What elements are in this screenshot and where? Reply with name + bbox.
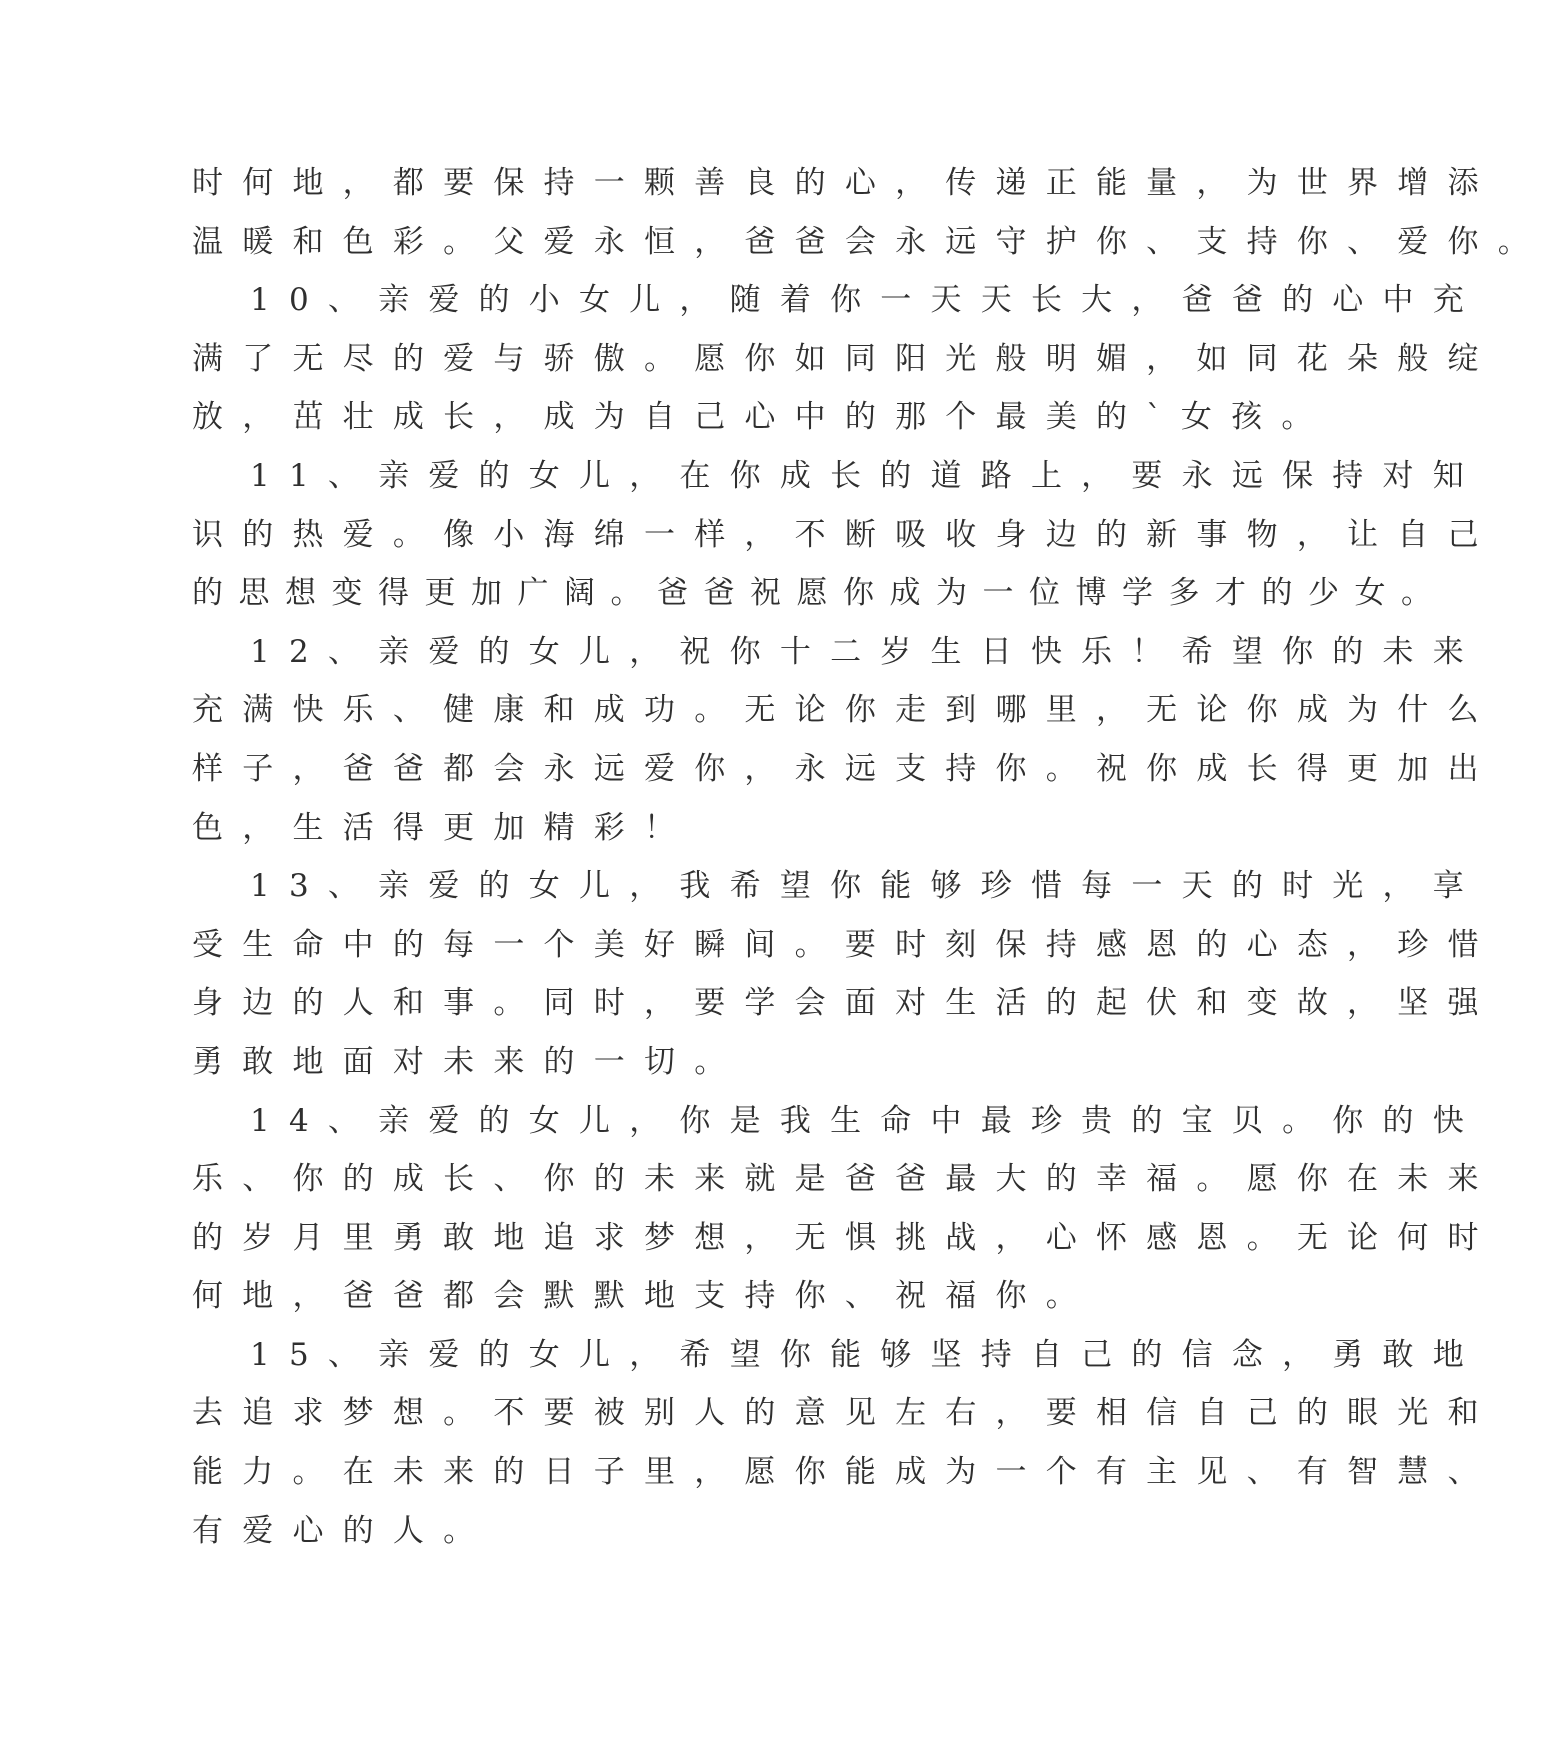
- text-line: 能力。在未来的日子里，愿你能成为一个有主见、有智慧、: [192, 1454, 1498, 1491]
- text-line: 身边的人和事。同时，要学会面对生活的起伏和变故，坚强: [192, 985, 1498, 1022]
- text-line: 乐、你的成长、你的未来就是爸爸最大的幸福。愿你在未来: [192, 1161, 1498, 1198]
- text-line: 的岁月里勇敢地追求梦想，无惧挑战，心怀感恩。无论何时: [192, 1219, 1498, 1256]
- text-line: 勇敢地面对未来的一切。: [192, 1043, 745, 1080]
- text-line: 温暖和色彩。父爱永恒，爸爸会永远守护你、支持你、爱你。: [192, 223, 1548, 260]
- text-line: 放，茁壮成长，成为自己心中的那个最美的`女孩。: [192, 399, 1332, 436]
- paragraph-start-line: 12、亲爱的女儿，祝你十二岁生日快乐！希望你的未来: [250, 633, 1483, 670]
- text-line: 去追求梦想。不要被别人的意见左右，要相信自己的眼光和: [192, 1395, 1498, 1432]
- text-line: 受生命中的每一个美好瞬间。要时刻保持感恩的心态，珍惜: [192, 926, 1498, 963]
- text-line: 时何地，都要保持一颗善良的心，传递正能量，为世界增添: [192, 165, 1498, 201]
- text-line: 样子，爸爸都会永远爱你，永远支持你。祝你成长得更加出: [192, 750, 1498, 787]
- text-line: 何地，爸爸都会默默地支持你、祝福你。: [192, 1278, 1096, 1315]
- paragraph-start-line: 14、亲爱的女儿，你是我生命中最珍贵的宝贝。你的快: [250, 1102, 1483, 1139]
- paragraph-start-line: 15、亲爱的女儿，希望你能够坚持自己的信念，勇敢地: [250, 1336, 1483, 1373]
- paragraph-start-line: 11、亲爱的女儿，在你成长的道路上，要永远保持对知: [250, 457, 1483, 494]
- text-line: 有爱心的人。: [192, 1512, 494, 1549]
- text-line: 的思想变得更加广阔。爸爸祝愿你成为一位博学多才的少女。: [192, 575, 1448, 612]
- text-line: 充满快乐、健康和成功。无论你走到哪里，无论你成为什么: [192, 692, 1498, 729]
- document-body: [192, 154, 1548, 1560]
- paragraph-start-line: 10、亲爱的小女儿，随着你一天天长大，爸爸的心中充: [250, 282, 1483, 319]
- text-line: 识的热爱。像小海绵一样，不断吸收身边的新事物，让自己: [192, 516, 1498, 553]
- paragraph-start-line: 13、亲爱的女儿，我希望你能够珍惜每一天的时光，享: [250, 868, 1483, 905]
- text-line: 色，生活得更加精彩！: [192, 809, 695, 846]
- text-line: 满了无尽的爱与骄傲。愿你如同阳光般明媚，如同花朵般绽: [192, 340, 1498, 377]
